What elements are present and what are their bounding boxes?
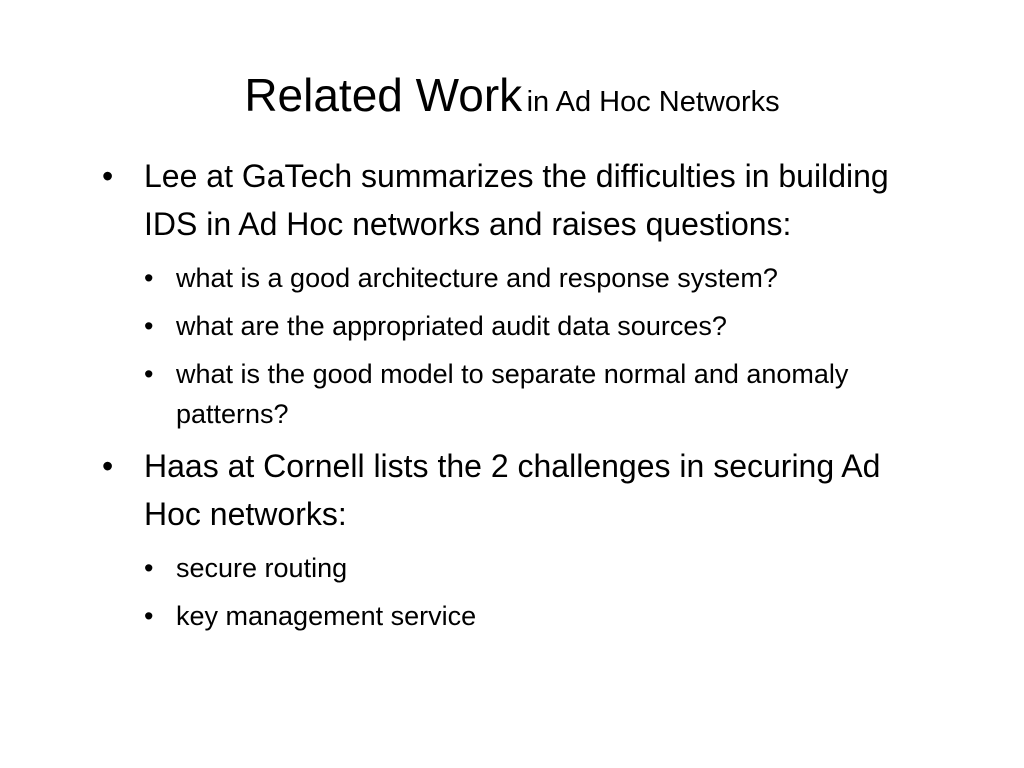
- sub-bullet-item: • what is a good architecture and response system?: [144, 258, 930, 298]
- sub-bullet-item: • what is the good model to separate normal and anomaly patterns?: [144, 354, 930, 434]
- bullet-list: [100, 152, 930, 636]
- bullet-item: [100, 152, 930, 434]
- bullet-item: [100, 442, 930, 636]
- slide-content: [100, 152, 930, 644]
- slide-title: [0, 68, 1024, 122]
- sub-bullet-list: [144, 548, 930, 636]
- sub-bullet-item: • what are the appropriated audit data sources?: [144, 306, 930, 346]
- slide-title-sub: in Ad Hoc Networks: [526, 86, 780, 118]
- sub-bullet-item: • secure routing: [144, 548, 930, 588]
- sub-bullet-list: [144, 258, 930, 434]
- sub-bullet-item: • key management service: [144, 596, 930, 636]
- bullet-text: Lee at GaTech summarizes the difficulties in building IDS in Ad Hoc networks and raises questions:: [144, 158, 889, 242]
- bullet-text: Haas at Cornell lists the 2 challenges in securing Ad Hoc networks:: [144, 448, 881, 532]
- slide-title-main: Related Work: [244, 69, 523, 121]
